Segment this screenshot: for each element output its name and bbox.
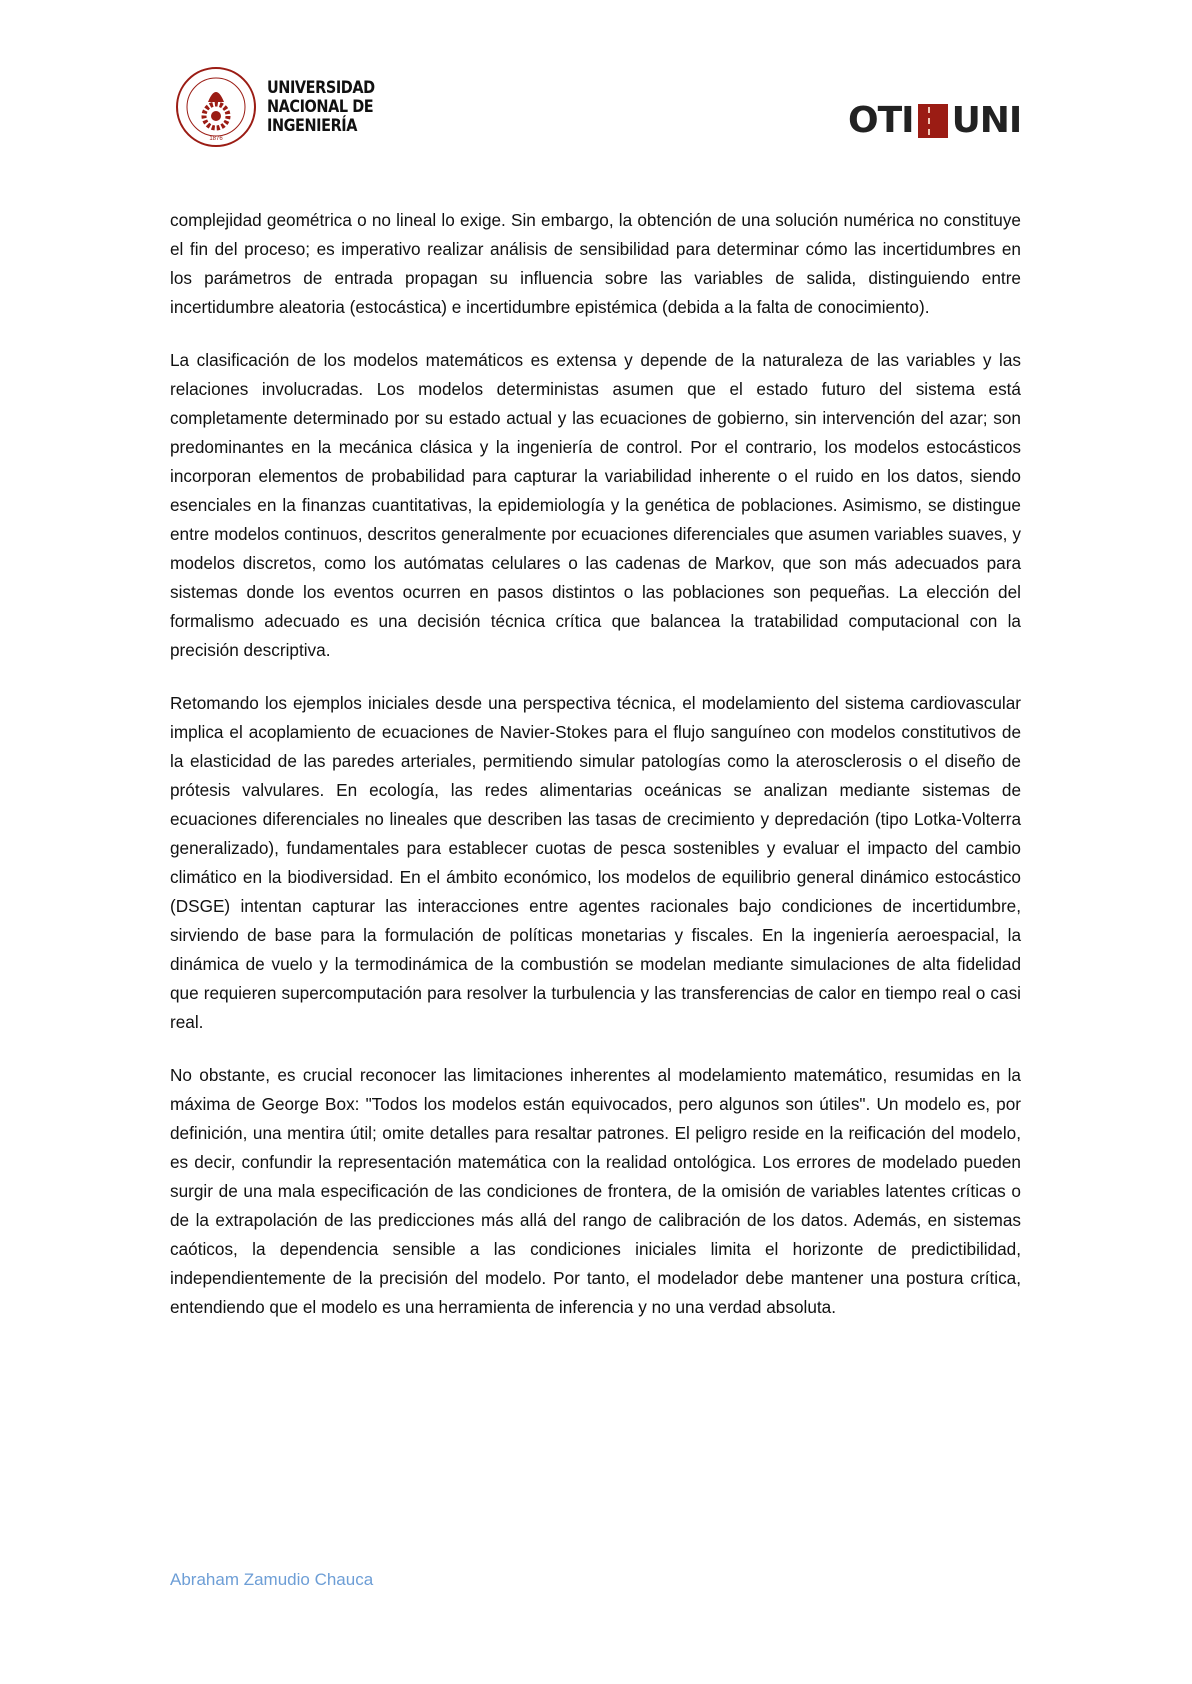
oti-uni-logo	[848, 100, 1021, 141]
university-name	[267, 79, 375, 136]
uni-logo-text: UNI	[951, 100, 1022, 141]
university-name-line: NACIONAL DE	[267, 96, 374, 117]
oti-logo-text: OTI	[848, 100, 914, 141]
oti-logo-mark-icon	[918, 104, 948, 138]
paragraph: No obstante, es crucial reconocer las limitaciones inherentes al modelamiento matemático, resumidas en la máxima de George Box: "Todos los modelos están equivocados, pero algunos son útiles". Un modelo es, por definición, una mentira útil; omite detalles para resaltar patrones. El peligro reside en la reificación del modelo, es decir, confundir la representación matemática con la realidad ontológica. Los errores de modelado pueden surgir de una mala especificación de las condiciones de frontera, de la omisión de variables latentes críticas o de la extrapolación de las predicciones más allá del rango de calibración de los datos. Además, en sistemas caóticos, la dependencia sensible a las condiciones iniciales limita el horizonte de predictibilidad, independientemente de la precisión del modelo. Por tanto, el modelador debe mantener una postura crítica, entendiendo que el modelo es una herramienta de inferencia y no una verdad absoluta.	[170, 1065, 1021, 1317]
paragraph: complejidad geométrica o no lineal lo exige. Sin embargo, la obtención de una solución numérica no constituye el fin del proceso; es imperativo realizar análisis de sensibilidad para determinar cómo las incertidumbres en los parámetros de entrada propagan su influencia sobre las variables de salida, distinguiendo entre incertidumbre aleatoria (estocástica) e incertidumbre epistémica (debida a la falta de conocimiento).	[170, 210, 1021, 317]
paragraph: Retomando los ejemplos iniciales desde una perspectiva técnica, el modelamiento del sistema cardiovascular implica el acoplamiento de ecuaciones de Navier-Stokes para el flujo sanguíneo con modelos constitutivos de la elasticidad de las paredes arteriales, permitiendo simular patologías como la aterosclerosis o el diseño de prótesis valvulares. En ecología, las redes alimentarias oceánicas se analizan mediante sistemas de ecuaciones diferenciales no lineales que describen las tasas de crecimiento y depredación (tipo Lotka-Volterra generalizado), fundamentales para establecer cuotas de pesca sostenibles y evaluar el impacto del cambio climático en la biodiversidad. En el ámbito económico, los modelos de equilibrio general dinámico estocástico (DSGE) intentan capturar las interacciones entre agentes racionales bajo condiciones de incertidumbre, sirviendo de base para la formulación de políticas monetarias y fiscales. En la ingeniería aeroespacial, la dinámica de vuelo y la termodinámica de la combustión se modelan mediante simulaciones de alta fidelidad que requieren supercomputación para resolver la turbulencia y las transferencias de calor en tiempo real o casi real.	[170, 693, 1021, 1032]
footer-author: Abraham Zamudio Chauca	[170, 1570, 374, 1589]
university-seal-icon	[175, 66, 257, 148]
paragraph: La clasificación de los modelos matemáticos es extensa y depende de la naturaleza de las variables y las relaciones involucradas. Los modelos deterministas asumen que el estado futuro del sistema está completamente determinado por su estado actual y las ecuaciones de gobierno, sin intervención del azar; son predominantes en la mecánica clásica y la ingeniería de control. Por el contrario, los modelos estocásticos incorporan elementos de probabilidad para capturar la variabilidad inherente o el ruido en los datos, siendo esenciales en la finanzas cuantitativas, la epidemiología y la genética de poblaciones. Asimismo, se distingue entre modelos continuos, descritos generalmente por ecuaciones diferenciales que asumen variables suaves, y modelos discretos, como los autómatas celulares o las cadenas de Markov, que son más adecuados para sistemas donde los eventos ocurren en pasos distintos o las poblaciones son pequeñas. La elección del formalismo adecuado es una decisión técnica crítica que balancea la tratabilidad computacional con la precisión descriptiva.	[170, 350, 1021, 660]
svg-text:1876: 1876	[209, 136, 223, 142]
university-name-line: INGENIERÍA	[267, 115, 357, 136]
university-name-line: UNIVERSIDAD	[267, 77, 375, 98]
document-body	[170, 206, 1021, 1346]
university-logo	[175, 66, 394, 148]
